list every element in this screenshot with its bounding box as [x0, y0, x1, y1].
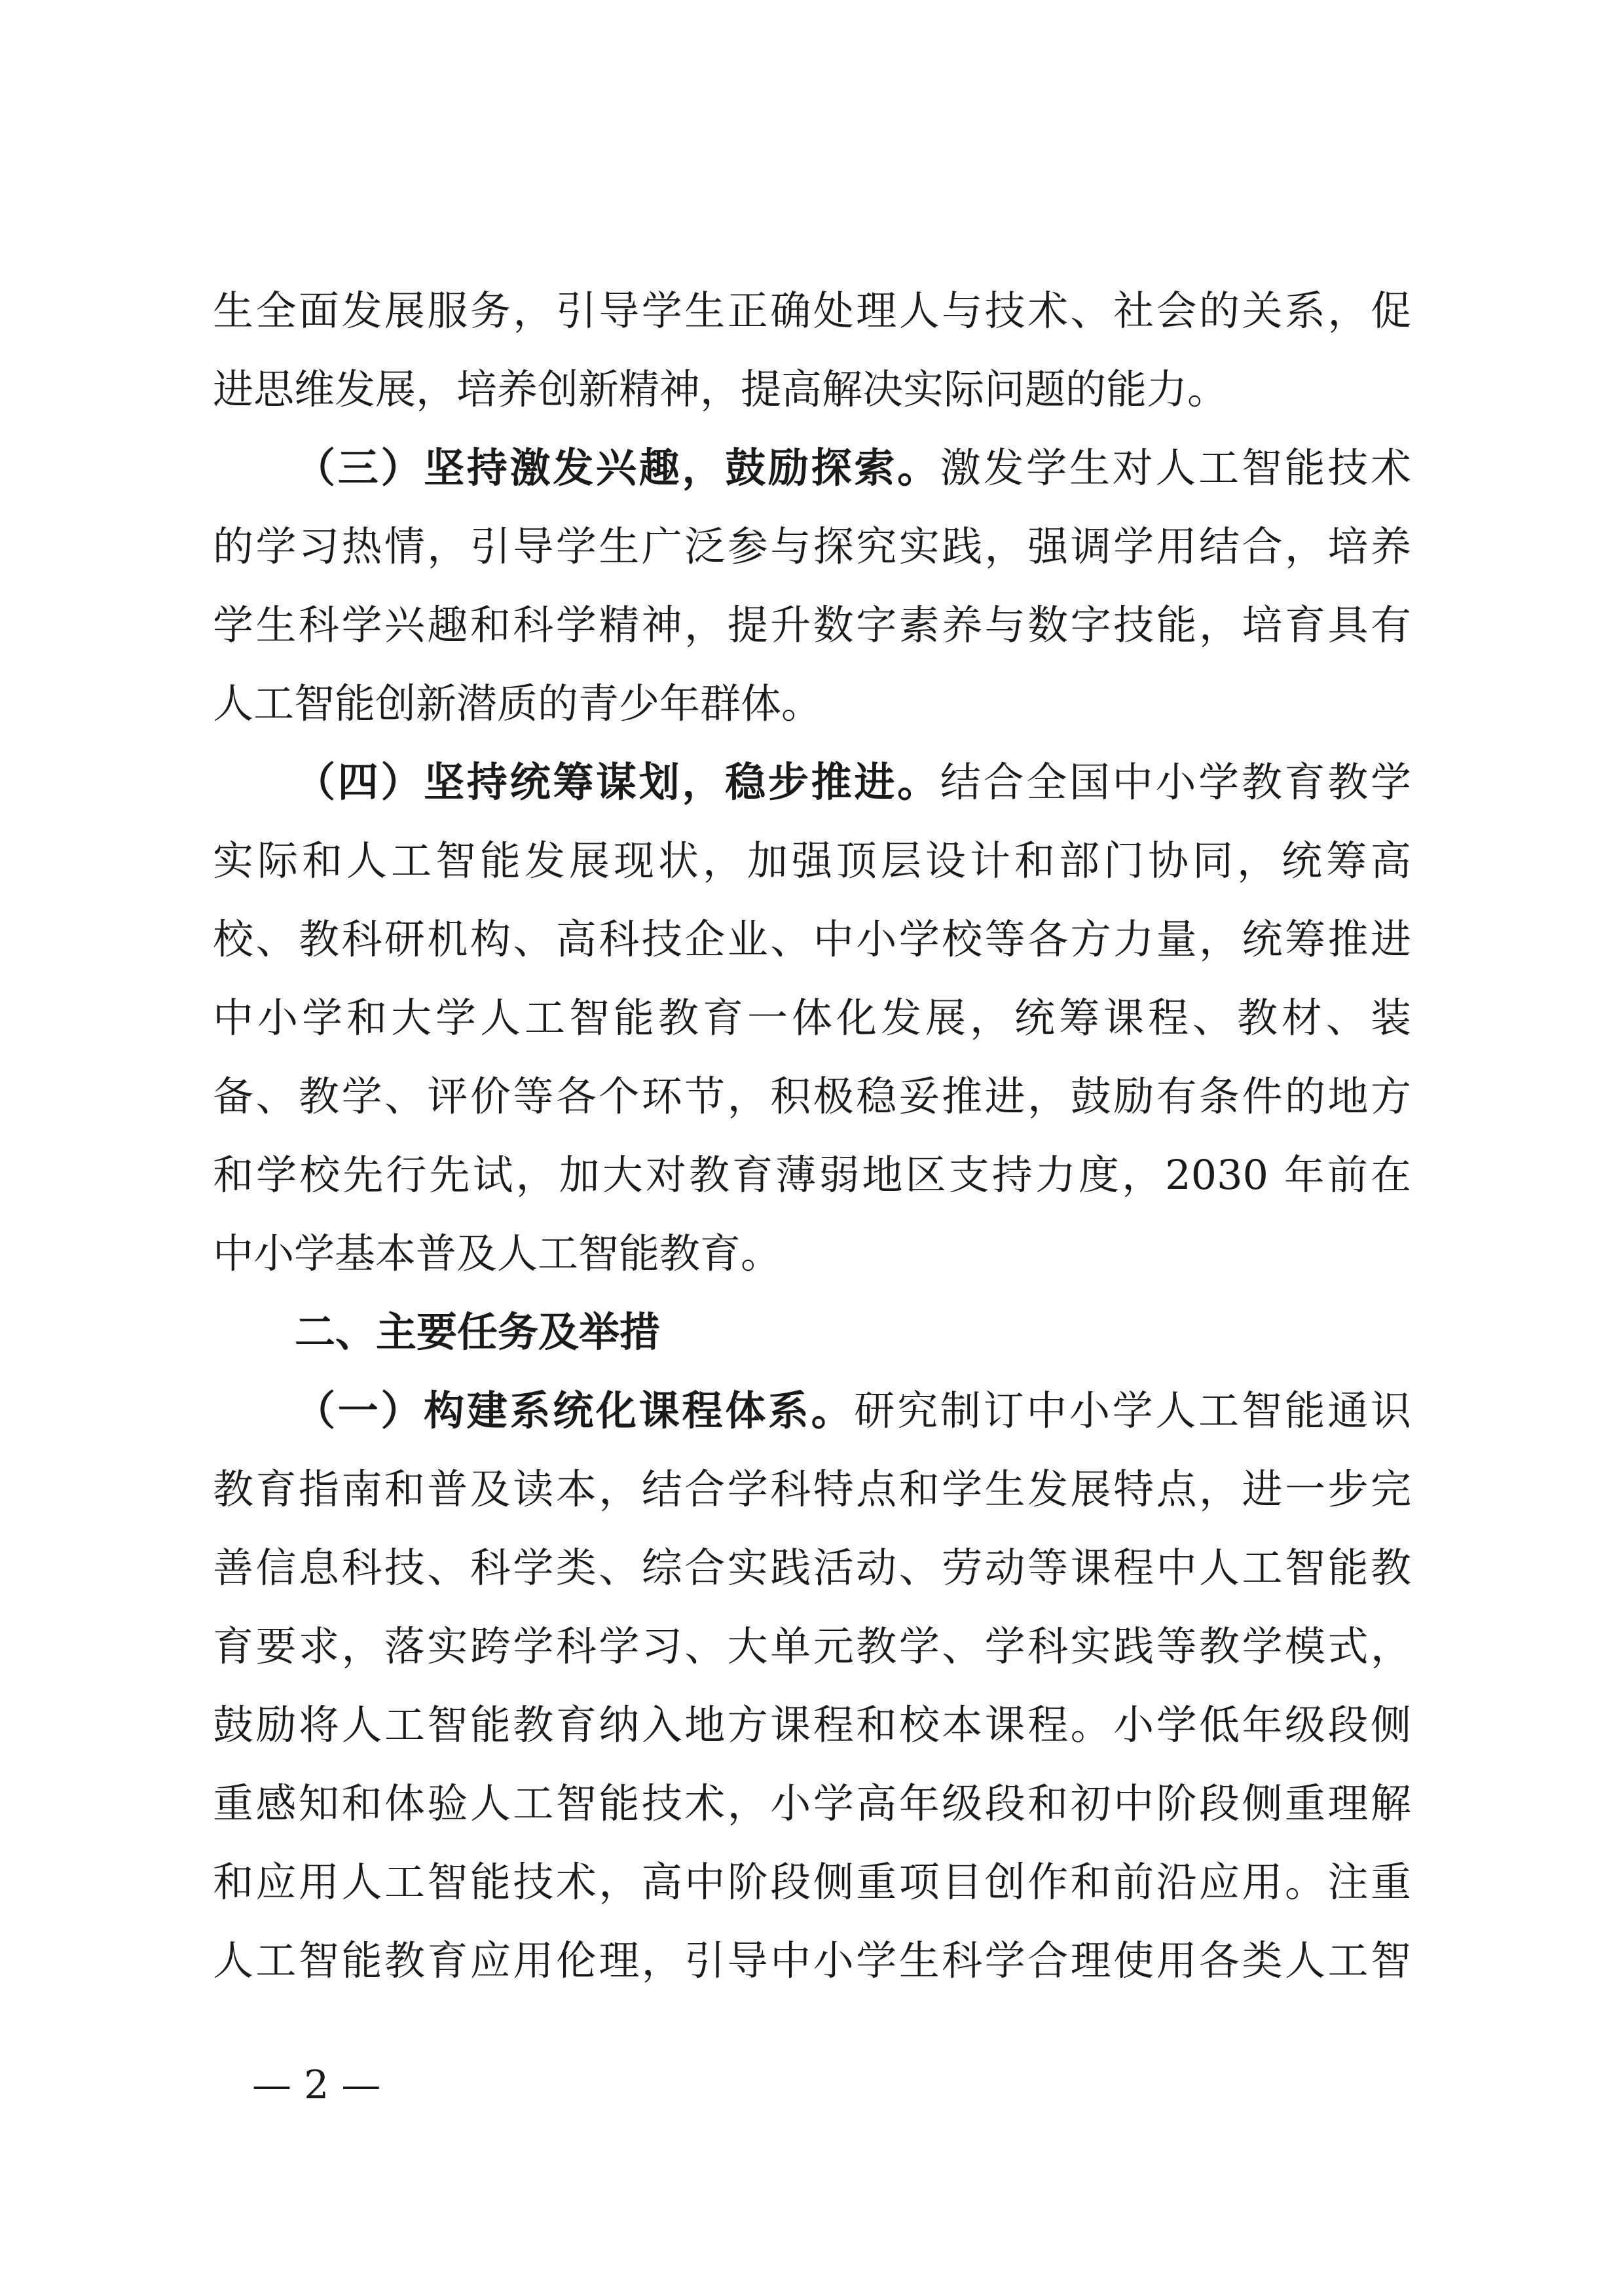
body-text-line: 重感知和体验人工智能技术，小学高年级段和初中阶段侧重理解 — [213, 1779, 1411, 1827]
paragraph-3-continuation: 的 — [213, 522, 256, 570]
paragraph-3-lead: （三）坚持激发兴趣，鼓励探索。 — [295, 444, 940, 492]
body-text-line: 和学校先行先试，加大对教育薄弱地区支持力度，2030 年前在 — [213, 1151, 1411, 1199]
body-text-line: 中小学和大学人工智能教育一体化发展，统筹课程、教材、装 — [213, 994, 1411, 1042]
body-text-line: 实际和人工智能发展现状，加强顶层设计和部门协同，统筹高 — [213, 837, 1411, 884]
body-text-line: 教育指南和普及读本，结合学科特点和学生发展特点，进一步完 — [213, 1465, 1411, 1513]
body-text-line: 学生科学兴趣和科学精神，提升数字素养与数字技能，培育具有 — [213, 601, 1411, 649]
body-text-line: 人工智能创新潜质的青少年群体。 — [213, 680, 822, 727]
body-text-line: 校、教科研机构、高科技企业、中小学校等各方力量，统筹推进 — [213, 915, 1411, 963]
body-text-span: 学习热情，引导学生广泛参与探究实践，强调学用结合，培养 — [255, 522, 1411, 570]
paragraph-3-first-line — [295, 435, 1411, 501]
paragraph-3-rest: 激发学生对人工智能技术 — [940, 444, 1411, 492]
body-text-line: 进思维发展，培养创新精神，提高解决实际问题的能力。 — [213, 365, 1228, 413]
body-text-line: 生全面发展服务，引导学生正确处理人与技术、社会的关系，促 — [213, 287, 1411, 335]
paragraph-4-lead: （四）坚持统筹谋划，稳步推进。 — [295, 758, 940, 806]
body-text-line: 中小学基本普及人工智能教育。 — [213, 1230, 782, 1277]
body-text-line: 备、教学、评价等各个环节，积极稳妥推进，鼓励有条件的地方 — [213, 1072, 1411, 1120]
page-number: — 2 — — [252, 2062, 381, 2108]
body-text-line: 人工智能教育应用伦理，引导中小学生科学合理使用各类人工智 — [213, 1937, 1411, 1984]
body-text-line — [213, 514, 1411, 579]
body-text-line: 鼓励将人工智能教育纳入地方课程和校本课程。小学低年级段侧 — [213, 1701, 1411, 1749]
paragraph-4-first-line — [295, 750, 1411, 815]
body-text-line: 育要求，落实跨学科学习、大单元教学、学科实践等教学模式， — [213, 1622, 1411, 1670]
body-text-line: 善信息科技、科学类、综合实践活动、劳动等课程中人工智能教 — [213, 1544, 1411, 1592]
paragraph-5-rest: 研究制订中小学人工智能通识 — [854, 1387, 1411, 1434]
paragraph-5-first-line — [295, 1378, 1411, 1444]
paragraph-4-rest: 结合全国中小学教育教学 — [940, 758, 1411, 806]
section-heading: 二、主要任务及举措 — [295, 1308, 661, 1356]
body-text-line: 和应用人工智能技术，高中阶段侧重项目创作和前沿应用。注重 — [213, 1858, 1411, 1906]
paragraph-5-lead: （一）构建系统化课程体系。 — [295, 1387, 855, 1434]
